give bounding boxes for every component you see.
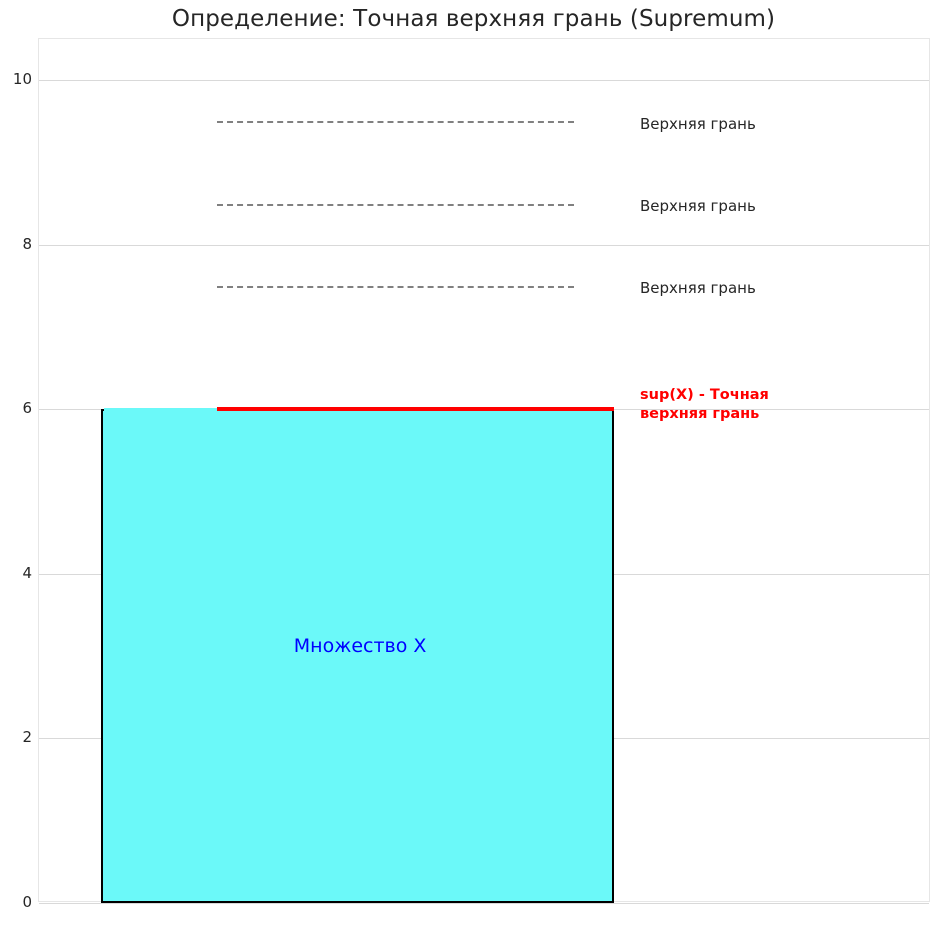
- gridline-0: [39, 903, 929, 904]
- supremum-label-line2: верхняя грань: [640, 405, 760, 422]
- upper-bound-label-1: Верхняя грань: [640, 114, 756, 133]
- upper-bound-label-2: Верхняя грань: [640, 196, 756, 215]
- chart-title: Определение: Точная верхняя грань (Supremum): [171, 6, 776, 32]
- y-tick-6: 6: [22, 399, 32, 418]
- gridline-8: [39, 245, 929, 246]
- supremum-label: [640, 386, 769, 423]
- gridline-10: [39, 80, 929, 81]
- upper-bound-line-1: [217, 121, 574, 123]
- y-tick-0: 0: [22, 893, 32, 911]
- upper-bound-line-3: [217, 286, 574, 288]
- y-axis-tick-labels: [0, 38, 32, 911]
- supremum-line: [217, 407, 614, 411]
- y-tick-8: 8: [22, 234, 32, 253]
- supremum-label-line1: sup(X) - Точная: [640, 387, 769, 403]
- y-tick-2: 2: [22, 728, 32, 747]
- upper-bound-line-2: [217, 204, 574, 206]
- set-x-label: Множество X: [293, 635, 427, 658]
- plot-area: [38, 38, 930, 902]
- y-tick-10: 10: [12, 70, 32, 89]
- y-tick-4: 4: [22, 563, 32, 582]
- upper-bound-label-3: Верхняя грань: [640, 279, 756, 298]
